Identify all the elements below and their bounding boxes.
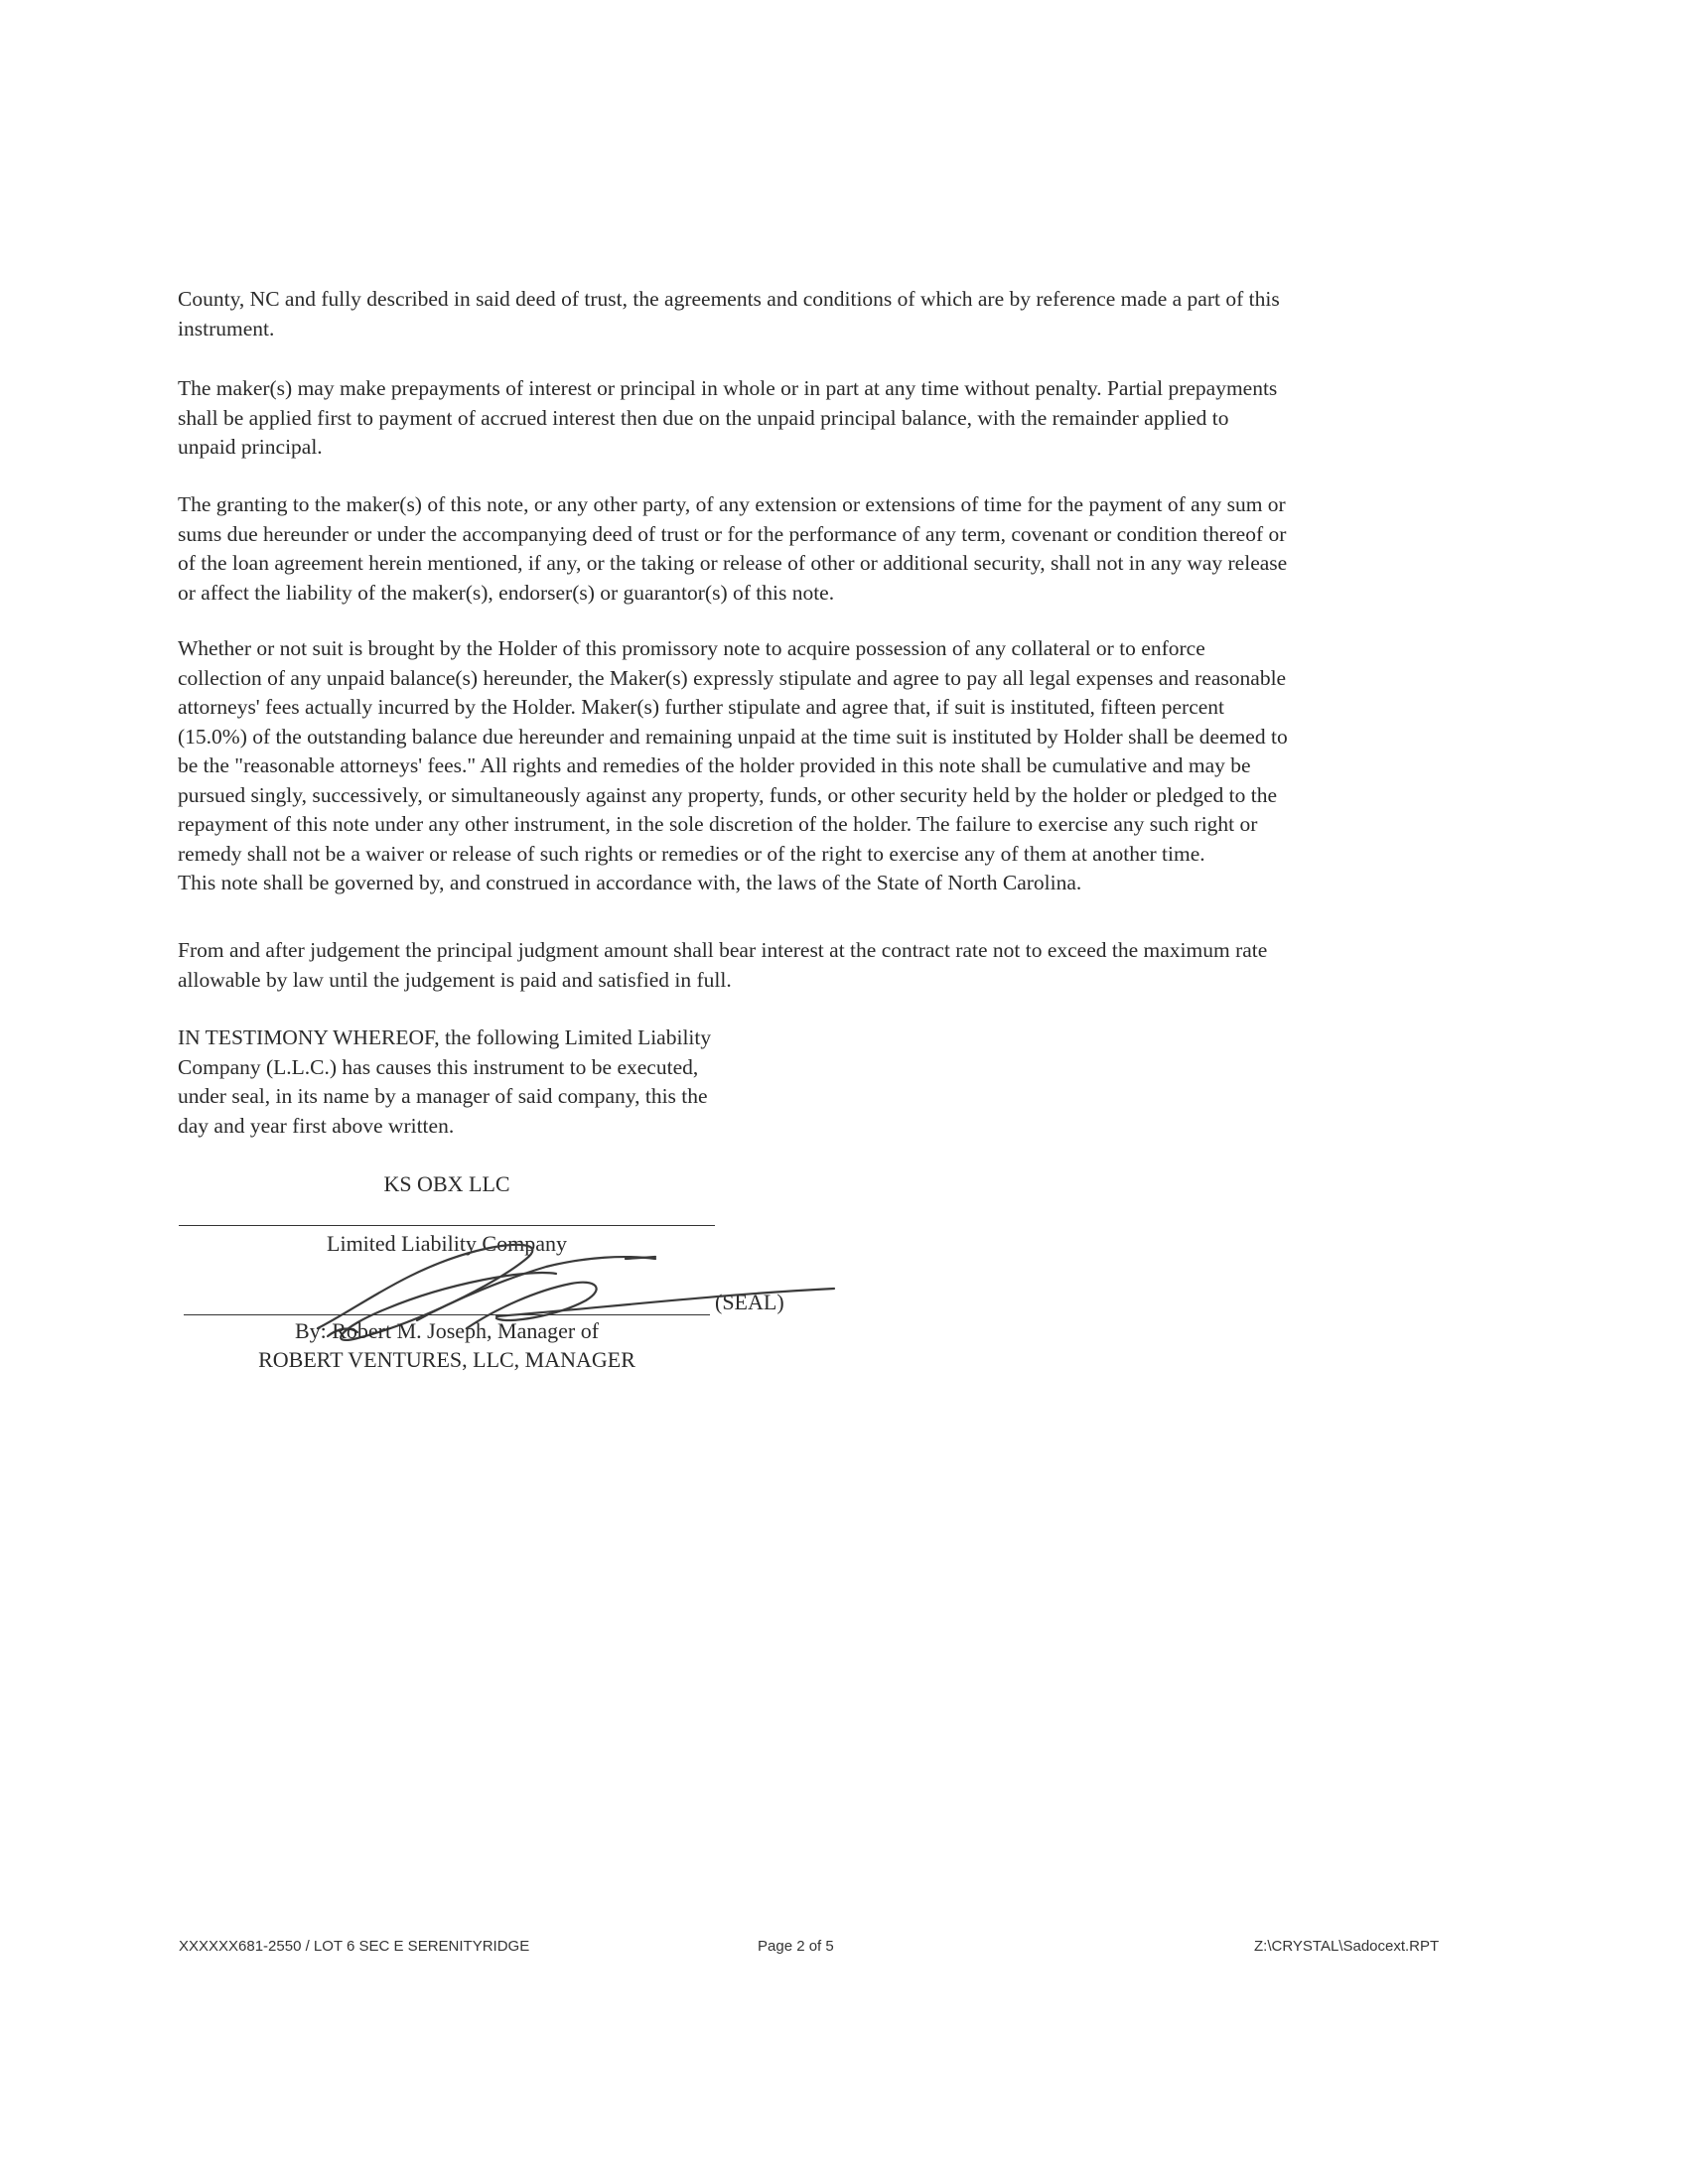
paragraph-deed-reference (178, 285, 1469, 343)
text-line: sums due hereunder or under the accompanying deed of trust or for the performance of any term, covenant or condition thereof or (178, 521, 1287, 546)
text-line: Company (L.L.C.) has causes this instrument to be executed, (178, 1054, 699, 1079)
text-line: instrument. (178, 316, 275, 341)
signer-title: ROBERT VENTURES, LLC, MANAGER (258, 1347, 635, 1372)
footer-page-number: Page 2 of 5 (758, 1938, 834, 1955)
text-line: attorneys' fees actually incurred by the Holder. Maker(s) further stipulate and agree that, if suit is instituted, fifteen percent (178, 695, 1225, 719)
text-line: under seal, in its name by a manager of said company, this the (178, 1084, 708, 1108)
paragraph-attorneys-fees (178, 634, 1469, 898)
entity-type-label: Limited Liability Company (327, 1231, 567, 1256)
text-line: From and after judgement the principal judgment amount shall bear interest at the contract rate not to exceed the maximum rate (178, 938, 1268, 962)
seal-label: (SEAL) (715, 1290, 784, 1314)
text-line: or affect the liability of the maker(s), endorser(s) or guarantor(s) of this note. (178, 580, 835, 605)
text-line: pursued singly, successively, or simultaneously against any property, funds, or other security held by the holder or pledged to the (178, 782, 1277, 807)
text-line: Whether or not suit is brought by the Holder of this promissory note to acquire possession of any collateral or to enforce (178, 636, 1205, 660)
footer-loan-reference: XXXXXX681-2550 / LOT 6 SEC E SERENITYRIDGE (179, 1938, 530, 1955)
text-line: The granting to the maker(s) of this note, or any other party, of any extension or extensions of time for the payment of any sum or (178, 492, 1286, 516)
text-line: unpaid principal. (178, 435, 323, 459)
footer-report-path: Z:\CRYSTAL\Sadocext.RPT (1254, 1938, 1440, 1955)
text-line: (15.0%) of the outstanding balance due hereunder and remaining unpaid at the time suit is instituted by Holder shall be deemed to (178, 724, 1288, 749)
company-underline (179, 1225, 715, 1226)
paragraph-extensions (178, 490, 1469, 608)
text-line: allowable by law until the judgement is paid and satisfied in full. (178, 967, 732, 992)
text-line: IN TESTIMONY WHEREOF, the following Limited Liability (178, 1025, 712, 1049)
text-line: collection of any unpaid balance(s) hereunder, the Maker(s) expressly stipulate and agree to pay all legal expenses and reasonable (178, 665, 1287, 690)
paragraph-judgement-interest (178, 936, 1469, 995)
text-line: repayment of this note under any other instrument, in the sole discretion of the holder. The failure to exercise any such right or (178, 812, 1258, 836)
paragraph-testimony (178, 1024, 1469, 1141)
text-line: shall be applied first to payment of accrued interest then due on the unpaid principal balance, with the remainder applied to (178, 405, 1229, 430)
text-line: day and year first above written. (178, 1113, 455, 1138)
text-line: remedy shall not be a waiver or release of such rights or remedies or of the right to exercise any of them at another time. (178, 841, 1205, 866)
signer-name: By: Robert M. Joseph, Manager of (294, 1318, 600, 1343)
text-line: The maker(s) may make prepayments of interest or principal in whole or in part at any time without penalty. Partial prepayments (178, 376, 1278, 400)
text-line: be the "reasonable attorneys' fees." All rights and remedies of the holder provided in this note shall be cumulative and may be (178, 753, 1251, 777)
paragraph-prepayments (178, 374, 1469, 463)
text-line: of the loan agreement herein mentioned, if any, or the taking or release of other or additional security, shall not in any way release (178, 551, 1288, 575)
text-line: County, NC and fully described in said deed of trust, the agreements and conditions of which are by reference made a part of this (178, 287, 1280, 311)
company-name: KS OBX LLC (383, 1171, 510, 1196)
text-line: This note shall be governed by, and construed in accordance with, the laws of the State of North Carolina. (178, 871, 1082, 894)
